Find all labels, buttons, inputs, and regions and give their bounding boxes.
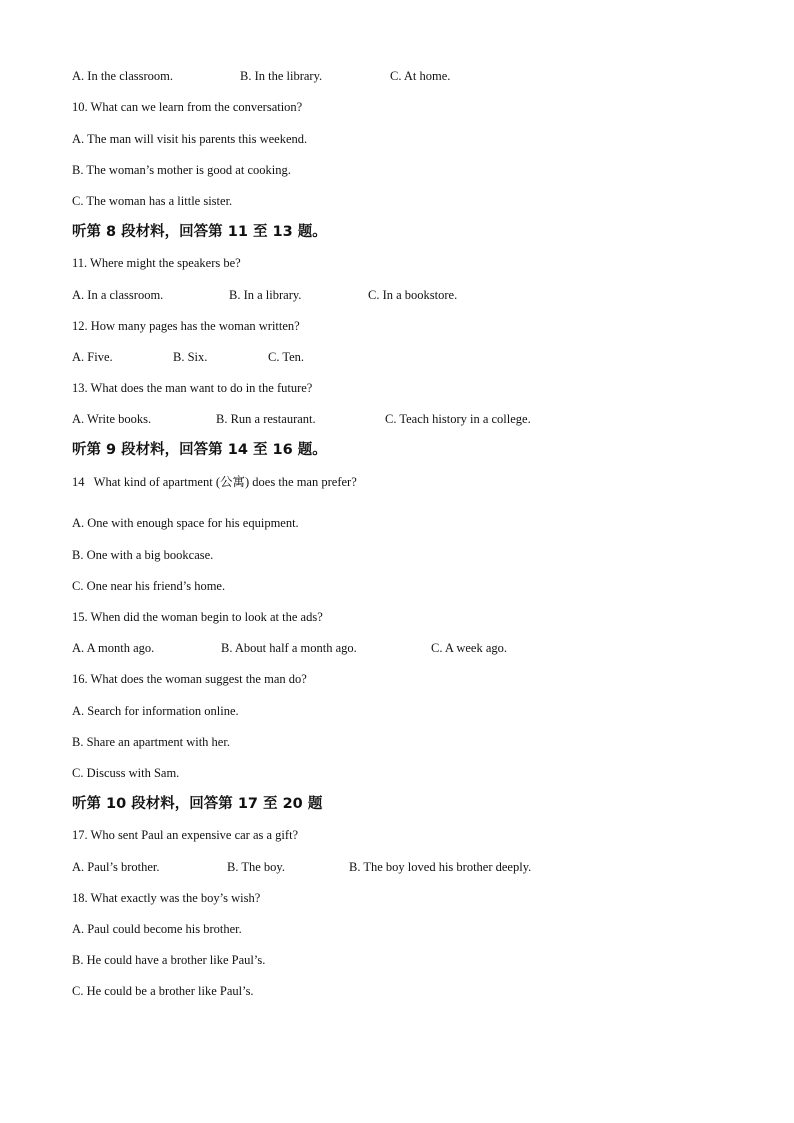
q10-question: 10. What can we learn from the conversation? [72,100,303,114]
q18-question: 18. What exactly was the boy’s wish? [72,891,261,905]
q17-option-c: B. The boy loved his brother deeply. [349,860,532,874]
q17-question: 17. Who sent Paul an expensive car as a gift? [72,828,299,842]
q13-option-c: C. Teach history in a college. [385,412,531,426]
q14-option-a: A. One with enough space for his equipment. [72,516,299,530]
q17-option-a: A. Paul’s brother. [72,860,160,874]
q10-option-b: B. The woman’s mother is good at cooking. [72,163,291,177]
q9-option-a: A. In the classroom. [72,69,174,83]
q16-option-a: A. Search for information online. [72,704,239,718]
section-10-heading: 听第 10 段材料，回答第 17 至 20 题 [72,796,323,812]
q12-option-c: C. Ten. [268,350,305,364]
q11-option-a: A. In a classroom. [72,288,164,302]
q11-option-b: B. In a library. [229,288,302,302]
q13-option-b: B. Run a restaurant. [216,412,316,426]
q10-option-c: C. The woman has a little sister. [72,194,233,208]
q11-option-c: C. In a bookstore. [368,288,458,302]
section-9-heading: 听第 9 段材料，回答第 14 至 16 题。 [72,442,327,458]
q9-option-b: B. In the library. [240,69,323,83]
q18-option-a: A. Paul could become his brother. [72,922,242,936]
q14-option-c: C. One near his friend’s home. [72,579,226,593]
q18-option-b: B. He could have a brother like Paul’s. [72,953,266,967]
q15-question: 15. When did the woman begin to look at the ads? [72,610,323,624]
q13-question: 13. What does the man want to do in the future? [72,381,313,395]
q18-option-c: C. He could be a brother like Paul’s. [72,984,254,998]
q12-question: 12. How many pages has the woman written? [72,319,300,333]
q11-question: 11. Where might the speakers be? [72,256,241,270]
q10-option-a: A. The man will visit his parents this weekend. [72,132,308,146]
q15-option-b: B. About half a month ago. [221,641,357,655]
q14-question: 14 What kind of apartment (公寓) does the man prefer? [72,475,357,489]
q16-question: 16. What does the woman suggest the man do? [72,672,307,686]
q9-option-c: C. At home. [390,69,451,83]
q14-option-b: B. One with a big bookcase. [72,548,214,562]
q15-option-a: A. A month ago. [72,641,155,655]
q13-option-a: A. Write books. [72,412,152,426]
q16-option-c: C. Discuss with Sam. [72,766,180,780]
section-8-heading: 听第 8 段材料，回答第 11 至 13 题。 [72,224,327,240]
q16-option-b: B. Share an apartment with her. [72,735,230,749]
q12-option-a: A. Five. [72,350,113,364]
q17-option-b: B. The boy. [227,860,285,874]
q12-option-b: B. Six. [173,350,208,364]
q15-option-c: C. A week ago. [431,641,508,655]
